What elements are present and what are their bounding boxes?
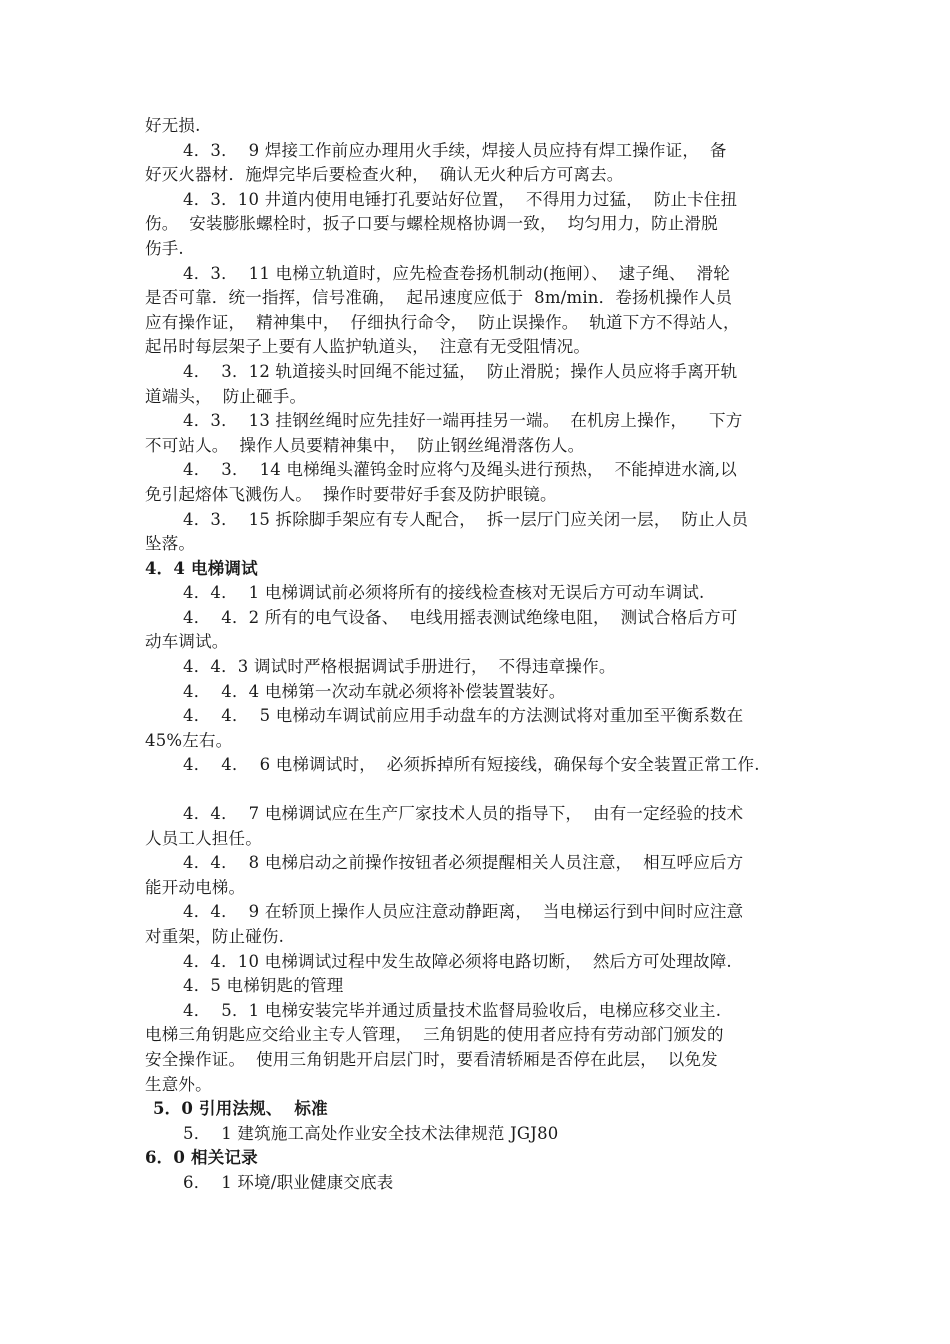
- text-line: 能开动电梯。: [145, 877, 246, 897]
- text-line: 坠落。: [145, 534, 196, 554]
- blank-line: [145, 778, 825, 802]
- section-heading: 4．4 电梯调试: [145, 558, 258, 578]
- section-heading: 5．0 引用法规、 标准: [153, 1099, 328, 1119]
- text-line: 4． 4．2 所有的电气设备、 电线用摇表测试绝缘电阻， 测试合格后方可: [183, 607, 738, 627]
- text-line: 4． 3． 14 电梯绳头灌钨金时应将勺及绳头进行预热， 不能掉进水滴,以: [183, 460, 737, 480]
- text-line: 6． 1 环境/职业健康交底表: [183, 1172, 394, 1192]
- text-line: 4．4．10 电梯调试过程中发生故障必须将电路切断， 然后方可处理故障.: [183, 951, 732, 971]
- text-line: 4．3． 15 拆除脚手架应有专人配合， 拆一层厅门应关闭一层， 防止人员: [183, 509, 749, 529]
- text-line: 4．3． 9 焊接工作前应办理用火手续，焊接人员应持有焊工操作证， 备: [183, 140, 727, 160]
- text-line: 4．3．10 井道内使用电锤打孔要站好位置， 不得用力过猛， 防止卡住扭: [183, 189, 738, 209]
- text-line: 4．4． 1 电梯调试前必须将所有的接线检查核对无误后方可动车调试.: [183, 583, 705, 603]
- text-line: 动车调试。: [145, 632, 229, 652]
- text-line: 伤手.: [145, 238, 184, 258]
- text-line: 免引起熔体飞溅伤人。 操作时要带好手套及防护眼镜。: [145, 484, 557, 504]
- text-line: 电梯三角钥匙应交给业主专人管理， 三角钥匙的使用者应持有劳动部门颁发的: [145, 1025, 724, 1045]
- text-line: 4． 5．1 电梯安装完毕并通过质量技术监督局验收后，电梯应移交业主.: [183, 1000, 722, 1020]
- text-line: 4．4． 8 电梯启动之前操作按钮者必须提醒相关人员注意， 相互呼应后方: [183, 853, 744, 873]
- text-line: 生意外。: [145, 1074, 212, 1094]
- text-line: 对重架，防止碰伤.: [145, 927, 285, 946]
- document-body: [145, 114, 825, 1196]
- text-line: 起吊时每层架子上要有人监护轨道头， 注意有无受阻情况。: [145, 337, 591, 357]
- text-line: 好灭火器材．施焊完毕后要检查火种， 确认无火种后方可离去。: [145, 165, 624, 185]
- text-line: 是否可靠．统一指挥，信号准确， 起吊速度应低于 8m/min．卷扬机操作人员: [145, 288, 733, 308]
- text-line: 4． 4．4 电梯第一次动车就必须将补偿装置装好。: [183, 681, 566, 701]
- text-line: 4． 4． 5 电梯动车调试前应用手动盘车的方法测试将对重加至平衡系数在: [183, 706, 744, 726]
- text-line: 道端头， 防止砸手。: [145, 386, 307, 406]
- text-line: 4．4．3 调试时严格根据调试手册进行， 不得违章操作。: [183, 657, 616, 677]
- text-line: 应有操作证， 精神集中， 仔细执行命令， 防止误操作。 轨道下方不得站人，: [145, 312, 740, 332]
- text-line: 伤。 安装膨胀螺栓时，扳子口要与螺栓规格协调一致， 均匀用力，防止滑脱: [145, 214, 718, 234]
- text-line: 5． 1 建筑施工高处作业安全技术法律规范 JGJ80: [183, 1123, 559, 1143]
- text-line: 45%左右。: [145, 730, 233, 750]
- text-line: 4．4． 7 电梯调试应在生产厂家技术人员的指导下， 由有一定经验的技术: [183, 804, 744, 824]
- section-heading: 6．0 相关记录: [145, 1148, 258, 1168]
- text-line: 好无损.: [145, 116, 201, 135]
- text-line: 4．4． 9 在轿顶上操作人员应注意动静距离， 当电梯运行到中间时应注意: [183, 902, 744, 922]
- text-line: 4． 3．12 轨道接头时回绳不能过猛， 防止滑脱；操作人员应将手离开轨: [183, 361, 738, 381]
- text-line: 4．3． 11 电梯立轨道时，应先检查卷扬机制动(拖闸）、 逮子绳、 滑轮: [183, 263, 730, 283]
- text-line: 不可站人。 操作人员要精神集中， 防止钢丝绳滑落伤人。: [145, 435, 585, 455]
- text-line: 4．5 电梯钥匙的管理: [183, 976, 344, 996]
- text-line: 4． 4． 6 电梯调试时， 必须拆掉所有短接线，确保每个安全装置正常工作.: [183, 755, 760, 775]
- text-line: 安全操作证。 使用三角钥匙开启层门时，要看清轿厢是否停在此层， 以免发: [145, 1049, 718, 1069]
- text-line: 人员工人担任。: [145, 828, 262, 848]
- text-line: 4．3． 13 挂钢丝绳时应先挂好一端再挂另一端。 在机房上操作， 下方: [183, 411, 743, 431]
